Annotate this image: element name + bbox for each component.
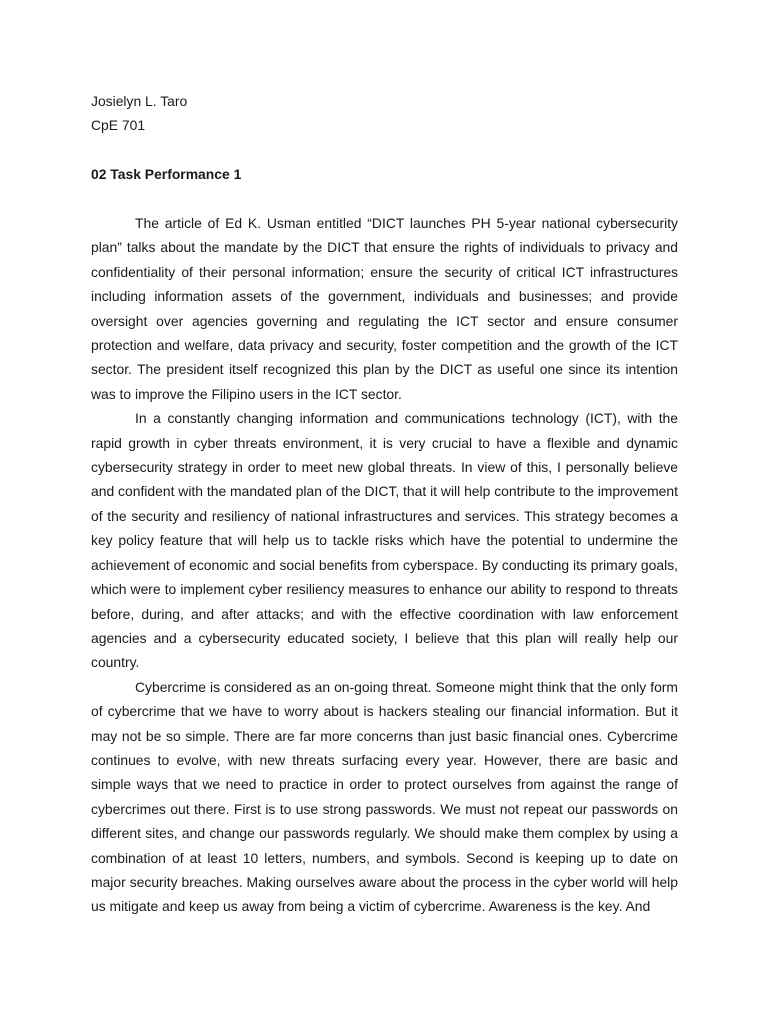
paragraph-1: The article of Ed K. Usman entitled “DICT launches PH 5-year national cybersecurity plan” talks about the mandate by the DICT that ensure the rights of individuals to privacy and confidentiality of their personal information; ensure the security of critical ICT infrastructures including information assets of the government, individuals and businesses; and provide oversight over agencies governing and regulating the ICT sector and ensure consumer protection and welfare, data privacy and security, foster competition and the growth of the ICT sector. The president itself recognized this plan by the DICT as useful one since its intention was to improve the Filipino users in the ICT sector.: [91, 215, 678, 402]
author-name: Josielyn L. Taro: [91, 93, 188, 109]
paragraph-2: In a constantly changing information and communications technology (ICT), with the rapid growth in cyber threats environment, it is very crucial to have a flexible and dynamic cybersecurity strategy in order to meet new global threats. In view of this, I personally believe and confident with the mandated plan of the DICT, that it will help contribute to the improvement of the security and resiliency of national infrastructures and services. This strategy becomes a key policy feature that will help us to tackle risks which have the potential to undermine the achievement of economic and social benefits from cyberspace. By conducting its primary goals, which were to implement cyber resiliency measures to enhance our ability to respond to threats before, during, and after attacks; and with the effective coordination with law enforcement agencies and a cybersecurity educated society, I believe that this plan will really help our country.: [91, 410, 678, 671]
document-body: [91, 89, 678, 919]
paragraph-3: Cybercrime is considered as an on-going threat. Someone might think that the only form of cybercrime that we have to worry about is hackers stealing our financial information. But it may not be so simple. There are far more concerns than just basic financial ones. Cybercrime continues to evolve, with new threats surfacing every year. However, there are basic and simple ways that we need to practice in order to protect ourselves from against the range of cybercrimes out there. First is to use strong passwords. We must not repeat our passwords on different sites, and change our passwords regularly. We should make them complex by using a combination of at least 10 letters, numbers, and symbols. Second is keeping up to date on major security breaches. Making ourselves aware about the process in the cyber world will help us mitigate and keep us away from being a victim of cybercrime. Awareness is the key. And: [91, 678, 678, 915]
course-code: CpE 701: [91, 117, 146, 134]
document-title: 02 Task Performance 1: [91, 166, 242, 183]
